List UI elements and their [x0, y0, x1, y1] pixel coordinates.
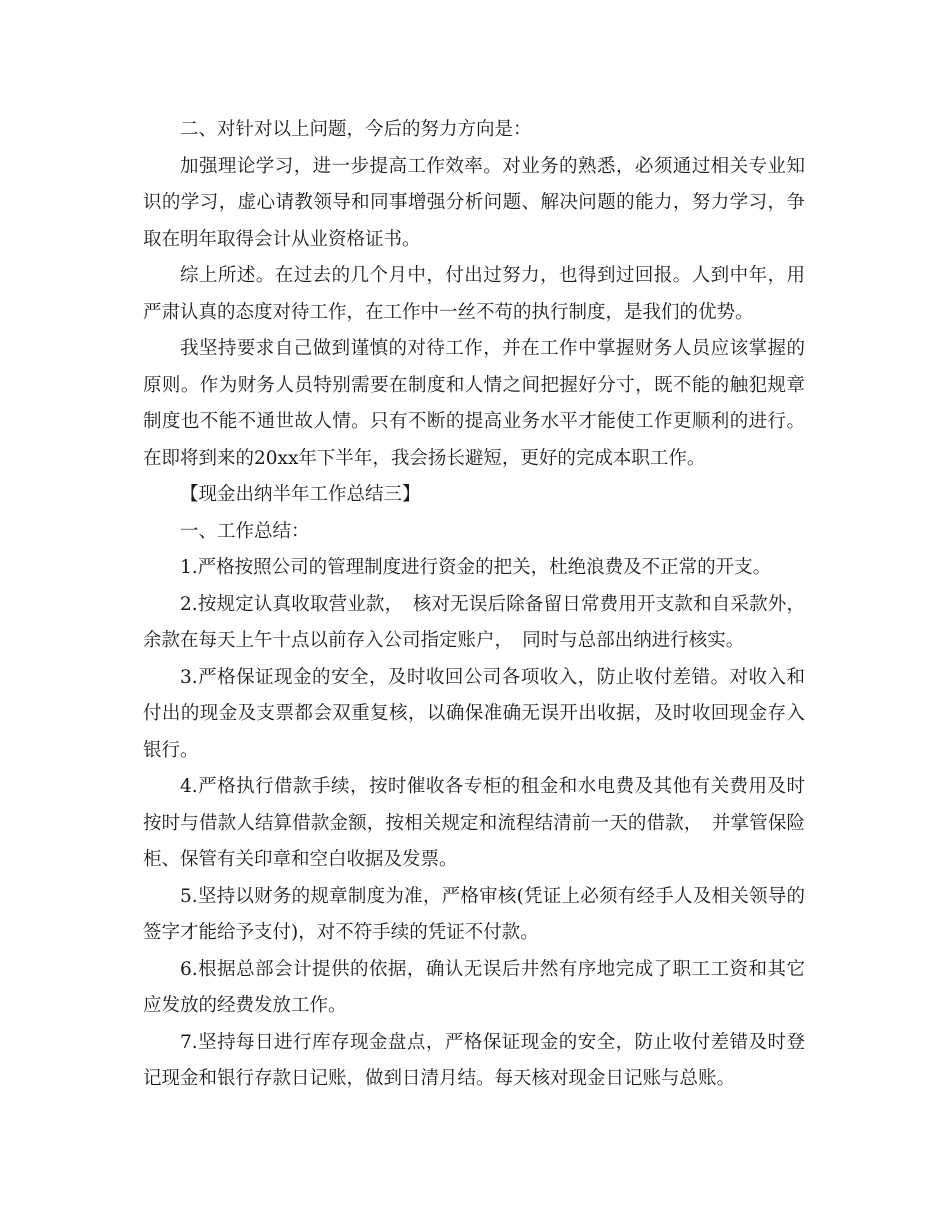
- list-item-4: 4.严格执行借款手续，按时催收各专柜的租金和水电费及其他有关费用及时按时与借款人结算借款金额，按相关规定和流程结清前一天的借款， 并掌管保险柜、保管有关印章和空白收据及发票。: [143, 776, 805, 870]
- list-item-3: 3.严格保证现金的安全，及时收回公司各项收入，防止收付差错。对收入和付出的现金及支票都会双重复核，以确保准确无误开出收据，及时收回现金存入银行。: [143, 666, 805, 761]
- list-item-5: 5.坚持以财务的规章制度为准，严格审核(凭证上必须有经手人及相关领导的签字才能给予支付)，对不符手续的凭证不付款。: [143, 885, 805, 943]
- subsection-heading: 一、工作总结：: [180, 520, 310, 542]
- list-item-2: 2.按规定认真收取营业款， 核对无误后除备留日常费用开支款和自采款外，余款在每天上午十点以前存入公司指定账户， 同时与总部出纳进行核实。: [143, 593, 805, 651]
- document-body: [143, 112, 805, 1098]
- paragraph-direction-heading: 二、对针对以上问题，今后的努力方向是：: [180, 119, 532, 140]
- list-item-1: 1.严格按照公司的管理制度进行资金的把关，杜绝浪费及不正常的开支。: [180, 557, 772, 578]
- paragraph-commitment: 我坚持要求自己做到谨慎的对待工作，并在工作中掌握财务人员应该掌握的原则。作为财务人员特别需要在制度和人情之间把握好分寸，既不能的触犯规章制度也不能不通世故人情。只有不断的提高业务水平才能使工作更顺利的进行。在即将到来的20xx年下半年，我会扬长避短，更好的完成本职工作。: [143, 338, 805, 469]
- paragraph-strengthen-study: 加强理论学习，进一步提高工作效率。对业务的熟悉，必须通过相关专业知识的学习，虚心请教领导和同事增强分析问题、解决问题的能力，努力学习，争取在明年取得会计从业资格证书。: [143, 155, 805, 250]
- list-item-7: 7.坚持每日进行库存现金盘点，严格保证现金的安全，防止收付差错及时登记现金和银行存款日记账，做到日清月结。每天核对现金日记账与总账。: [143, 1031, 805, 1089]
- section-title: 【现金出纳半年工作总结三】: [180, 484, 421, 505]
- list-item-6: 6.根据总部会计提供的依据，确认无误后井然有序地完成了职工工资和其它应发放的经费发放工作。: [143, 958, 805, 1016]
- paragraph-summary: 综上所述。在过去的几个月中，付出过努力，也得到过回报。人到中年，用严肃认真的态度对待工作，在工作中一丝不苟的执行制度，是我们的优势。: [143, 265, 805, 323]
